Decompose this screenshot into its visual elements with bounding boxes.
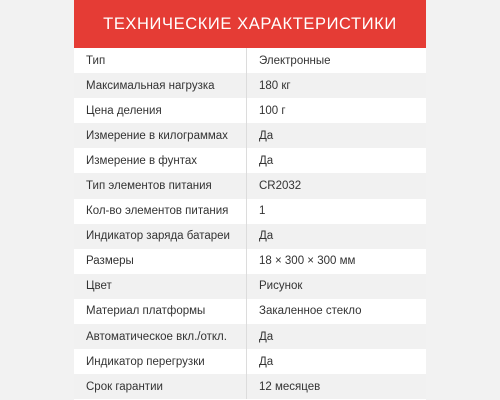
spec-value: 100 г bbox=[246, 98, 426, 123]
spec-row bbox=[74, 173, 426, 198]
spec-row bbox=[74, 349, 426, 374]
spec-value: Да bbox=[246, 324, 426, 349]
spec-value: 1 bbox=[246, 199, 426, 224]
spec-value: Да bbox=[246, 349, 426, 374]
spec-value: Да bbox=[246, 224, 426, 249]
spec-value: 12 месяцев bbox=[246, 374, 426, 399]
spec-key: Размеры bbox=[86, 255, 134, 268]
spec-value: 18 × 300 × 300 мм bbox=[246, 249, 426, 274]
spec-value: Да bbox=[246, 148, 426, 173]
spec-key: Индикатор перегрузки bbox=[86, 355, 205, 368]
spec-row bbox=[74, 199, 426, 224]
spec-row bbox=[74, 48, 426, 73]
spec-key: Измерение в килограммах bbox=[86, 129, 228, 142]
spec-value: Электронные bbox=[246, 48, 426, 73]
spec-row bbox=[74, 73, 426, 98]
spec-table bbox=[74, 48, 426, 399]
spec-title: ТЕХНИЧЕСКИЕ ХАРАКТЕРИСТИКИ bbox=[103, 14, 397, 33]
spec-row bbox=[74, 148, 426, 173]
spec-header bbox=[74, 0, 426, 48]
spec-value: Да bbox=[246, 123, 426, 148]
spec-key: Кол-во элементов питания bbox=[86, 205, 229, 218]
spec-row bbox=[74, 274, 426, 299]
spec-key: Максимальная нагрузка bbox=[86, 79, 215, 92]
spec-value: Рисунок bbox=[246, 274, 426, 299]
spec-row bbox=[74, 98, 426, 123]
spec-key: Цвет bbox=[86, 280, 112, 293]
spec-value: Закаленное стекло bbox=[246, 299, 426, 324]
spec-key: Индикатор заряда батареи bbox=[86, 230, 230, 243]
spec-key: Измерение в фунтах bbox=[86, 154, 198, 167]
spec-key: Цена деления bbox=[86, 104, 162, 117]
spec-row bbox=[74, 324, 426, 349]
spec-card bbox=[74, 0, 426, 400]
spec-row bbox=[74, 299, 426, 324]
spec-row bbox=[74, 123, 426, 148]
spec-key: Тип bbox=[86, 54, 106, 67]
spec-value: CR2032 bbox=[246, 173, 426, 198]
spec-key: Материал платформы bbox=[86, 305, 206, 318]
spec-row bbox=[74, 224, 426, 249]
spec-key: Срок гарантии bbox=[86, 380, 163, 393]
spec-value: 180 кг bbox=[246, 73, 426, 98]
spec-key: Тип элементов питания bbox=[86, 180, 212, 193]
spec-row bbox=[74, 249, 426, 274]
spec-row bbox=[74, 374, 426, 399]
spec-key: Автоматическое вкл./откл. bbox=[86, 330, 227, 343]
